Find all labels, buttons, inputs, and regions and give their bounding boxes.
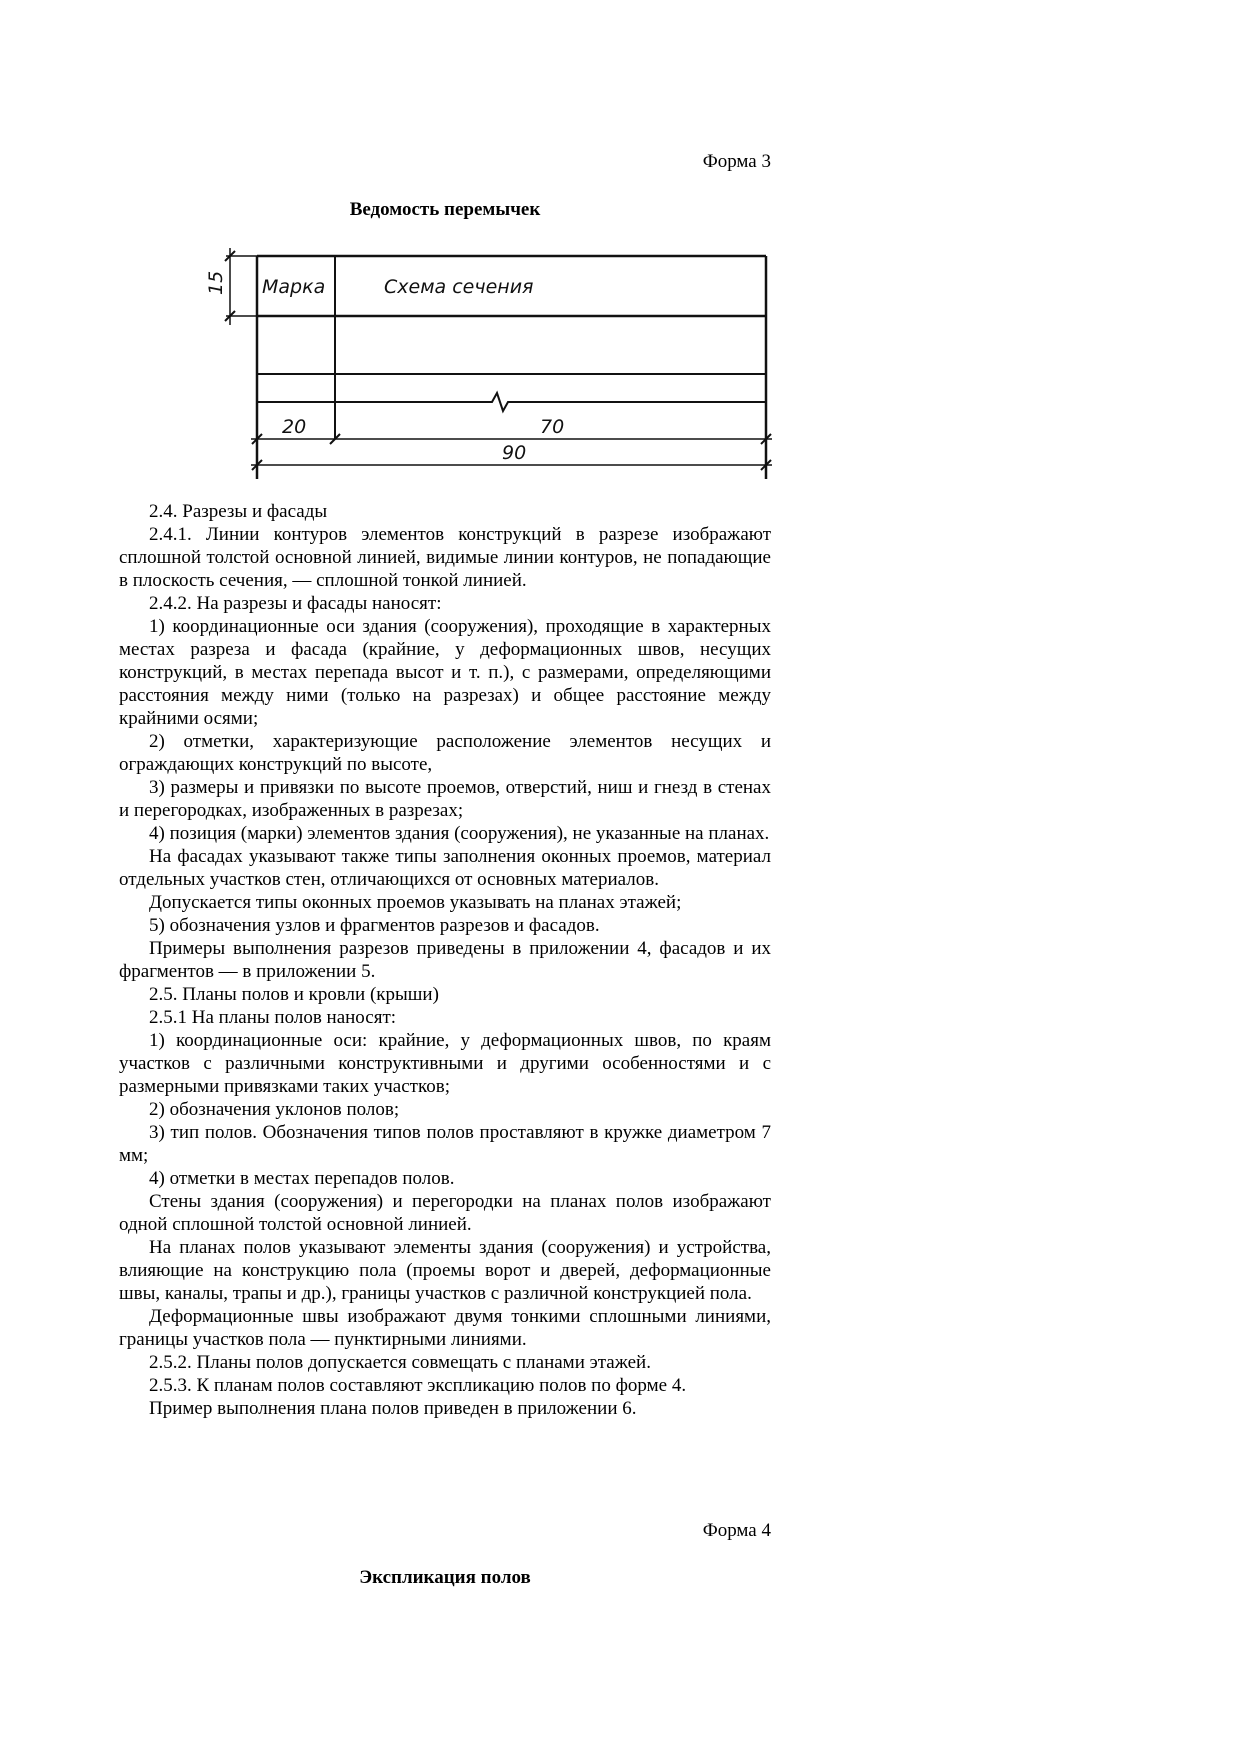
dimension-height-label: 15 [205,270,227,295]
paragraph: Пример выполнения плана полов приведен в приложении 6. [149,1398,637,1419]
table-bottom-break-line [257,393,766,411]
paragraph: 1) координационные оси: крайние, у деформационных швов, по краям участков с различными конструктивными и другими особенностями и с размерными привязками таких участков; [119,1030,771,1097]
paragraph: 5) обозначения узлов и фрагментов разрезов и фасадов. [149,915,600,936]
dimension-col2-label: 70 [540,416,565,438]
form-4-title: Экспликация полов [359,1567,531,1588]
paragraph: 2.4. Разрезы и фасады [149,501,328,522]
paragraph: На планах полов указывают элементы здания (сооружения) и устройства, влияющие на конструкцию пола (проемы ворот и дверей, деформационные швы, каналы, трапы и др.), границы участков с различной конструкцией пола. [119,1237,771,1304]
dimension-col1-label: 20 [282,416,307,438]
paragraph: 2.5. Планы полов и кровли (крыши) [149,984,439,1005]
form-3-label: Форма 3 [702,151,771,172]
paragraph: Примеры выполнения разрезов приведены в приложении 4, фасадов и их фрагментов — в приложении 5. [119,938,771,982]
paragraph: 2.5.3. К планам полов составляют экспликацию полов по форме 4. [149,1375,687,1396]
paragraph: 2) отметки, характеризующие расположение элементов несущих и ограждающих конструкций по высоте, [119,731,771,775]
paragraph: 4) позиция (марки) элементов здания (сооружения), не указанные на планах. [149,823,770,844]
column-header-mark: Марка [262,276,326,298]
lintel-schedule-drawing [205,243,782,483]
paragraph: 4) отметки в местах перепадов полов. [149,1168,455,1189]
paragraph: 2.4.2. На разрезы и фасады наносят: [149,593,442,614]
paragraph: 3) размеры и привязки по высоте проемов, отверстий, ниш и гнезд в стенах и перегородках, изображенных в разрезах; [119,777,771,821]
paragraph: 1) координационные оси здания (сооружения), проходящие в характерных местах разреза и фасада (крайние, у деформационных швов, несущих конструкций, в местах перепада высот и т. п.), с размерами, определяющими расстояния между ними (только на разрезах) и общее расстояние между крайними осями; [119,616,771,729]
paragraph: 2.4.1. Линии контуров элементов конструкций в разрезе изображают сплошной толстой основной линией, видимые линии контуров, не попадающие в плоскость сечения, — сплошной тонкой линией. [119,524,771,591]
column-header-section-scheme: Схема сечения [384,276,534,298]
paragraph: Деформационные швы изображают двумя тонкими сплошными линиями, границы участков пола — пунктирными линиями. [119,1306,771,1350]
paragraph: На фасадах указывают также типы заполнения оконных проемов, материал отдельных участков стен, отличающихся от основных материалов. [119,846,771,890]
form-4-label: Форма 4 [702,1520,771,1541]
section-body-text [119,500,771,1420]
paragraph: 2.5.2. Планы полов допускается совмещать с планами этажей. [149,1352,651,1373]
paragraph: Допускается типы оконных проемов указывать на планах этажей; [149,892,682,913]
paragraph: 2) обозначения уклонов полов; [149,1099,400,1120]
form-3-title: Ведомость перемычек [349,199,541,220]
lintel-schedule-svg [205,243,782,483]
dimension-total-label: 90 [502,442,527,464]
paragraph: 3) тип полов. Обозначения типов полов проставляют в кружке диаметром 7 мм; [119,1122,771,1166]
paragraph: Стены здания (сооружения) и перегородки на планах полов изображают одной сплошной толстой основной линией. [119,1191,771,1235]
paragraph: 2.5.1 На планы полов наносят: [149,1007,397,1028]
